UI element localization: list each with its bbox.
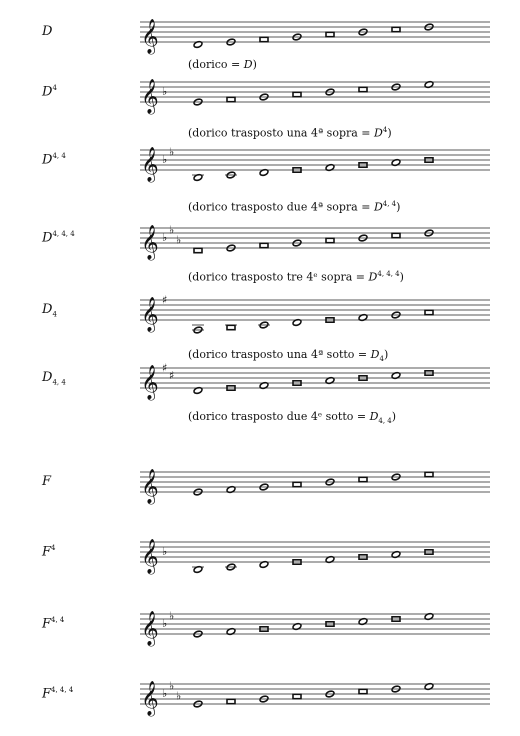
system-label-letter: D bbox=[42, 302, 53, 317]
caption-mode-letter: D bbox=[370, 348, 380, 361]
treble-clef-icon: 𝄞 bbox=[141, 147, 159, 182]
system-label-subscript: 4, 4 bbox=[52, 378, 66, 387]
caption-superscript: 4, 4, 4 bbox=[377, 270, 400, 278]
treble-clef-icon: 𝄞 bbox=[141, 19, 159, 54]
system-label-letter: F bbox=[42, 686, 52, 702]
system-label-superscript: 4, 4 bbox=[51, 616, 65, 624]
flat-sign-icon: ♭ bbox=[176, 233, 182, 247]
staff bbox=[140, 530, 490, 580]
caption-text: (dorico trasposto due 4ª sopra = bbox=[188, 200, 374, 214]
staff bbox=[140, 10, 490, 60]
caption-close: ) bbox=[387, 126, 392, 140]
flat-sign-icon: ♭ bbox=[162, 687, 168, 700]
sharp-sign-icon: ♯ bbox=[162, 293, 168, 307]
system-label-letter: D bbox=[42, 24, 53, 39]
square-note bbox=[392, 233, 400, 237]
caption-superscript: 4 bbox=[382, 126, 388, 134]
treble-clef-icon: 𝄞 bbox=[141, 611, 159, 646]
mode-caption bbox=[188, 410, 396, 425]
square-note bbox=[425, 310, 433, 314]
system-label-letter: D bbox=[42, 230, 53, 246]
square-note bbox=[359, 477, 367, 481]
system-label bbox=[42, 686, 73, 701]
square-note bbox=[326, 32, 334, 36]
caption-text: (dorico trasposto due 4ᵉ sotto = bbox=[188, 410, 370, 423]
system-label-letter: F bbox=[42, 544, 52, 560]
square-note bbox=[293, 694, 301, 698]
square-note bbox=[260, 243, 268, 247]
caption-superscript: 4, 4 bbox=[382, 200, 397, 208]
square-note bbox=[227, 325, 235, 329]
caption-mode-letter: D bbox=[368, 270, 378, 284]
system-label-subscript: 4 bbox=[52, 310, 57, 319]
square-note bbox=[293, 92, 301, 96]
treble-clef-icon: 𝄞 bbox=[141, 365, 159, 400]
sharp-sign-icon: ♯ bbox=[169, 369, 175, 382]
mode-caption bbox=[188, 270, 404, 284]
flat-sign-icon: ♭ bbox=[169, 223, 175, 237]
mode-caption bbox=[188, 200, 400, 214]
staff bbox=[140, 216, 490, 266]
staff bbox=[140, 602, 490, 652]
system-label-superscript: 4, 4 bbox=[52, 152, 66, 160]
caption-text: (dorico trasposto una 4ª sotto = bbox=[188, 348, 371, 361]
flat-sign-icon: ♭ bbox=[169, 609, 175, 623]
caption-text: (dorico = bbox=[188, 58, 244, 71]
staff bbox=[140, 460, 490, 510]
square-note bbox=[392, 27, 400, 31]
system-label bbox=[42, 302, 57, 319]
caption-close: ) bbox=[396, 200, 401, 214]
system-label-superscript: 4, 4, 4 bbox=[52, 230, 75, 238]
staff bbox=[140, 356, 490, 406]
system-label-letter: D bbox=[42, 84, 53, 100]
treble-clef-icon: 𝄞 bbox=[141, 539, 159, 574]
square-note bbox=[359, 87, 367, 91]
system-label bbox=[42, 370, 66, 387]
sharp-sign-icon: ♯ bbox=[162, 361, 168, 375]
system-label bbox=[42, 84, 57, 99]
treble-clef-icon: 𝄞 bbox=[141, 79, 159, 114]
caption-close: ) bbox=[399, 270, 404, 284]
flat-sign-icon: ♭ bbox=[162, 153, 168, 166]
caption-subscript: 4 bbox=[379, 355, 384, 364]
treble-clef-icon: 𝄞 bbox=[141, 469, 159, 504]
staff bbox=[140, 288, 490, 338]
system-label bbox=[42, 230, 75, 245]
treble-clef-icon: 𝄞 bbox=[141, 225, 159, 260]
caption-subscript: 4, 4 bbox=[378, 417, 392, 426]
flat-sign-icon: ♭ bbox=[162, 231, 168, 244]
system-label-letter: D bbox=[42, 370, 53, 385]
square-note bbox=[227, 97, 235, 101]
caption-close: ) bbox=[252, 58, 257, 71]
caption-close: ) bbox=[383, 348, 389, 361]
system-label-letter: F bbox=[42, 616, 52, 632]
staff bbox=[140, 70, 490, 120]
flat-sign-icon: ♭ bbox=[169, 679, 175, 693]
caption-mode-letter: D bbox=[374, 126, 383, 140]
staff bbox=[140, 138, 490, 188]
system-label bbox=[42, 24, 52, 39]
caption-mode-letter: D bbox=[369, 410, 379, 423]
staff bbox=[140, 672, 490, 722]
caption-text: (dorico trasposto una 4ª sopra = bbox=[188, 126, 375, 140]
flat-sign-icon: ♭ bbox=[162, 617, 168, 630]
system-label-superscript: 4 bbox=[51, 544, 56, 552]
flat-sign-icon: ♭ bbox=[162, 545, 168, 558]
square-note bbox=[227, 699, 235, 703]
square-note bbox=[359, 689, 367, 693]
flat-sign-icon: ♭ bbox=[169, 145, 175, 159]
square-note bbox=[326, 238, 334, 242]
caption-mode-letter: D bbox=[373, 200, 383, 214]
system-label-superscript: 4 bbox=[52, 84, 57, 92]
treble-clef-icon: 𝄞 bbox=[141, 297, 159, 332]
system-label bbox=[42, 544, 56, 559]
system-label bbox=[42, 474, 51, 489]
caption-close: ) bbox=[391, 410, 397, 423]
square-note bbox=[425, 472, 433, 476]
system-label-letter: D bbox=[42, 152, 53, 168]
system-label-letter: F bbox=[42, 474, 52, 489]
system-label bbox=[42, 616, 64, 631]
square-note bbox=[293, 482, 301, 486]
system-label bbox=[42, 152, 66, 167]
caption-text: (dorico trasposto tre 4ᵉ sopra = bbox=[188, 270, 369, 284]
flat-sign-icon: ♭ bbox=[162, 85, 168, 98]
system-label-superscript: 4, 4, 4 bbox=[51, 686, 74, 694]
square-note bbox=[194, 248, 202, 252]
square-note bbox=[260, 37, 268, 41]
treble-clef-icon: 𝄞 bbox=[141, 681, 159, 716]
caption-mode-letter: D bbox=[243, 58, 253, 71]
flat-sign-icon: ♭ bbox=[176, 689, 182, 703]
